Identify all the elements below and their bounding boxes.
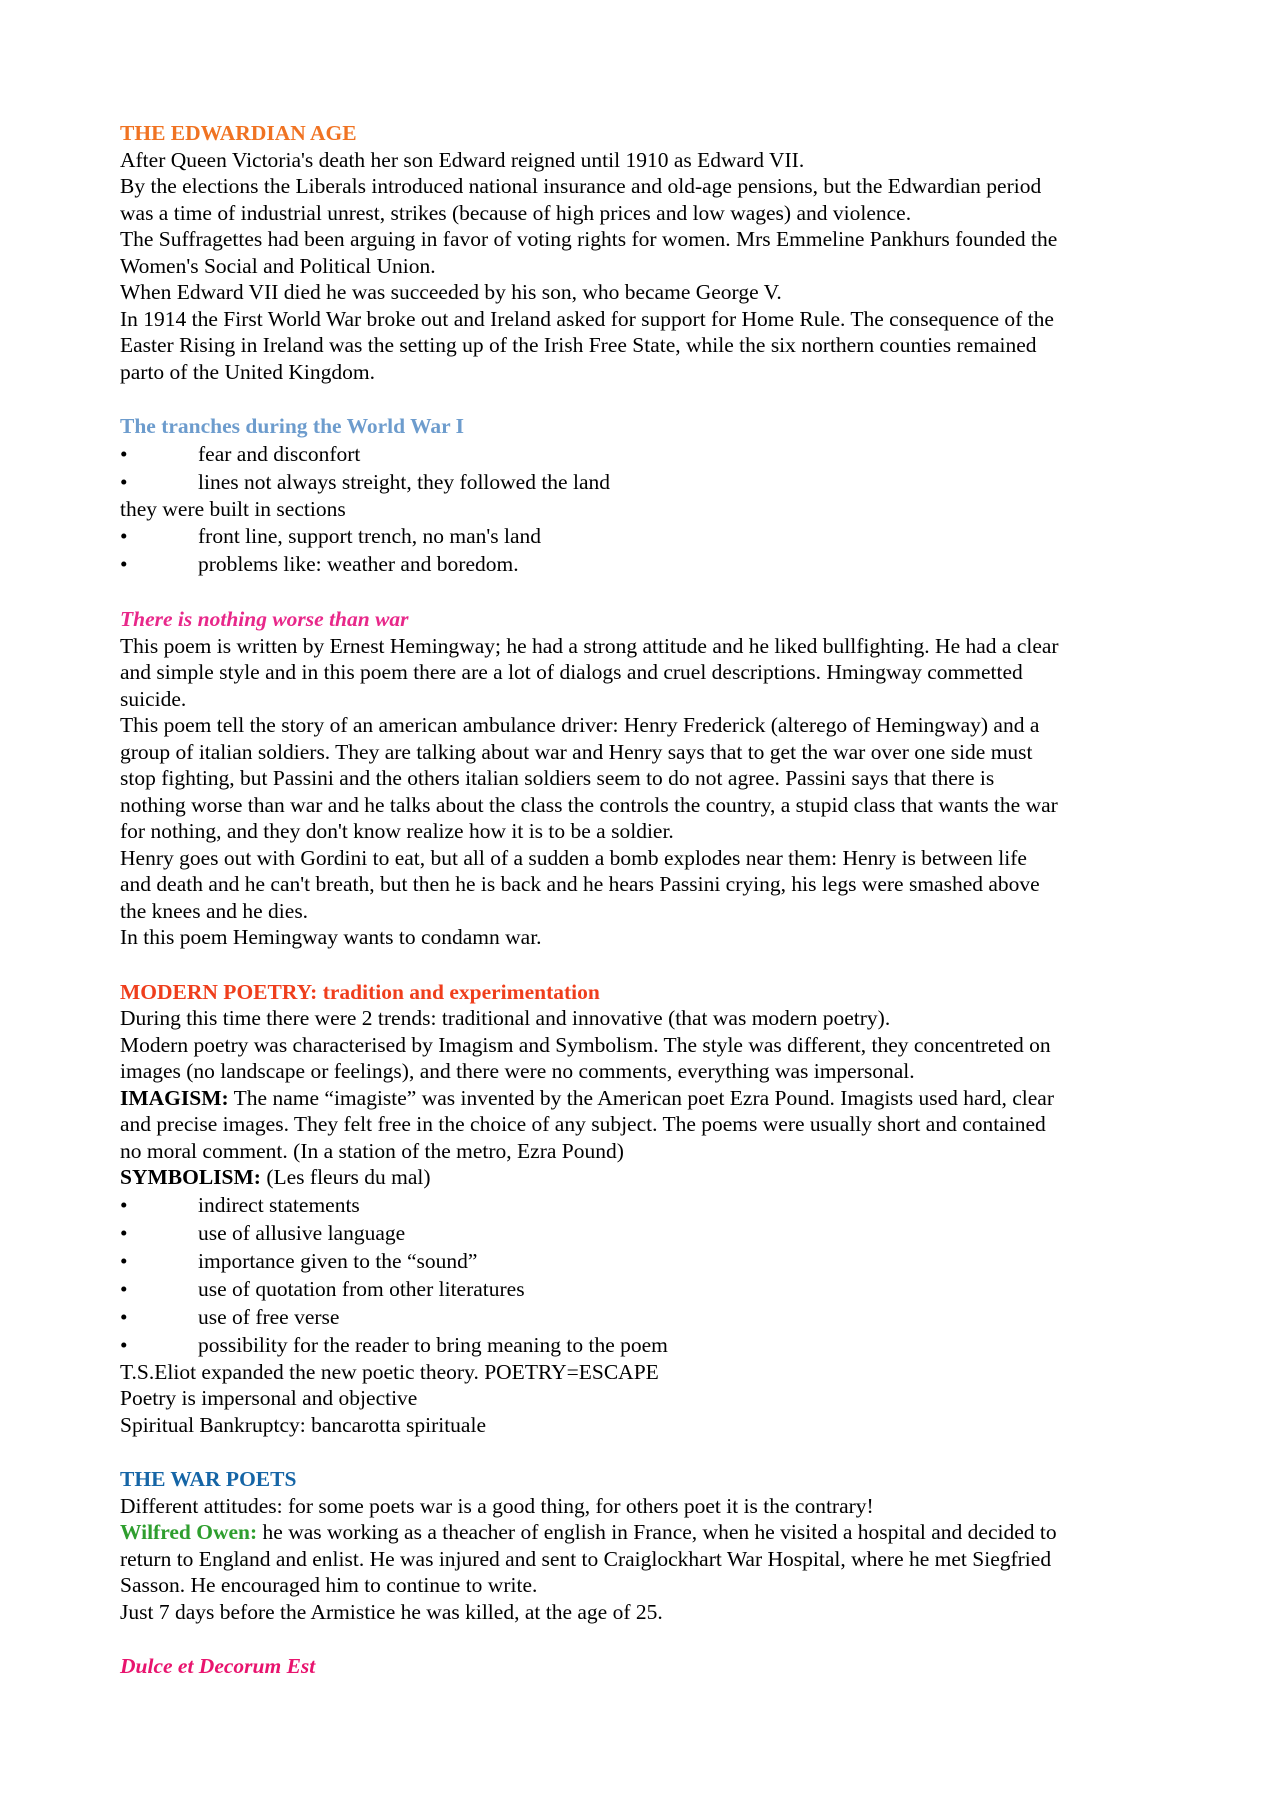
paragraph-line: After Queen Victoria's death her son Edward reigned until 1910 as Edward VII. xyxy=(120,147,805,172)
bullet-icon: • xyxy=(120,552,128,576)
paragraph-line: return to England and enlist. He was injured and sent to Craiglockhart War Hospital, where he met Siegfried xyxy=(120,1546,1052,1571)
paragraph-line: images (no landscape or feelings), and there were no comments, everything was impersonal. xyxy=(120,1059,915,1083)
list-item-text: lines not always streight, they followed the land xyxy=(198,469,610,494)
list-item xyxy=(120,1191,1160,1219)
paragraph-line: they were built in sections xyxy=(120,496,346,521)
paragraph-line: Just 7 days before the Armistice he was killed, at the age of 25. xyxy=(120,1599,663,1624)
paragraph-line: In this poem Hemingway wants to condamn war. xyxy=(120,925,542,949)
paragraph-line: stop fighting, but Passini and the others italian soldiers seem to do not agree. Passini says that there is xyxy=(120,766,995,790)
bullet-icon: • xyxy=(120,441,128,466)
paragraph-line: suicide. xyxy=(120,686,187,711)
list-item xyxy=(120,440,1160,468)
list-item-text: possibility for the reader to bring meaning to the poem xyxy=(198,1332,668,1357)
list-item xyxy=(120,522,1160,550)
paragraph-line: Sasson. He encouraged him to continue to write. xyxy=(120,1573,538,1597)
paragraph-line: Easter Rising in Ireland was the setting up of the Irish Free State, while the six northern counties remained xyxy=(120,333,1037,357)
imagism-label: IMAGISM: xyxy=(120,1085,229,1110)
paragraph-line: Henry goes out with Gordini to eat, but all of a sudden a bomb explodes near them: Henry is between life xyxy=(120,845,1027,870)
list-item xyxy=(120,1247,1160,1275)
section-nothing-worse-body xyxy=(120,633,1160,951)
list-item-text: indirect statements xyxy=(198,1192,360,1217)
paragraph-line: The Suffragettes had been arguing in favor of voting rights for women. Mrs Emmeline Pankhurs founded the xyxy=(120,227,1058,251)
list-item xyxy=(120,468,1160,496)
list-item-text: fear and disconfort xyxy=(198,441,361,466)
list-item-text: use of free verse xyxy=(198,1304,340,1329)
list-item-text: problems like: weather and boredom. xyxy=(198,552,519,576)
imagism-text: The name “imagiste” was invented by the American poet Ezra Pound. Imagists used hard, clear xyxy=(228,1085,1054,1110)
paragraph-line: parto of the United Kingdom. xyxy=(120,359,375,384)
paragraph-line: Poetry is impersonal and objective xyxy=(120,1386,418,1410)
paragraph-line: This poem tell the story of an american ambulance driver: Henry Frederick (alterego of Hemingway) and a xyxy=(120,713,1040,737)
bullet-icon: • xyxy=(120,1248,128,1273)
section-title-edwardian-age: THE EDWARDIAN AGE xyxy=(120,121,357,145)
bullet-icon: • xyxy=(120,1276,128,1301)
bullet-icon: • xyxy=(120,1304,128,1329)
symbolism-label: SYMBOLISM: xyxy=(120,1165,261,1189)
section-title-modern-poetry: MODERN POETRY: tradition and experimentation xyxy=(120,979,600,1004)
list-item xyxy=(120,1331,1160,1359)
paragraph-line: no moral comment. (In a station of the metro, Ezra Pound) xyxy=(120,1138,624,1163)
paragraph-line: When Edward VII died he was succeeded by his son, who became George V. xyxy=(120,280,782,304)
bullet-icon: • xyxy=(120,469,128,494)
list-item-text: use of allusive language xyxy=(198,1220,406,1245)
paragraph-line: T.S.Eliot expanded the new poetic theory. POETRY=ESCAPE xyxy=(120,1359,659,1384)
paragraph-line: This poem is written by Ernest Hemingway; he had a strong attitude and he liked bullfighting. He had a clear xyxy=(120,633,1059,658)
paragraph-line: group of italian soldiers. They are talking about war and Henry says that to get the war over one side must xyxy=(120,739,1033,764)
list-item-text: use of quotation from other literatures xyxy=(198,1276,525,1301)
symbolism-text: (Les fleurs du mal) xyxy=(260,1165,431,1189)
section-title-nothing-worse: There is nothing worse than war xyxy=(120,607,409,631)
paragraph-line: the knees and he dies. xyxy=(120,898,309,923)
paragraph-line: for nothing, and they don't know realize how it is to be a soldier. xyxy=(120,819,674,843)
paragraph-line: and death and he can't breath, but then he is back and he hears Passini crying, his legs were smashed above xyxy=(120,872,1040,896)
list-item-text: front line, support trench, no man's land xyxy=(198,524,542,548)
section-title-war-poets: THE WAR POETS xyxy=(120,1467,297,1491)
owen-paragraph xyxy=(120,1519,1160,1546)
list-item xyxy=(120,550,1160,578)
list-item-text: importance given to the “sound” xyxy=(198,1248,478,1273)
bullet-icon: • xyxy=(120,1332,128,1357)
paragraph-line: and precise images. They felt free in the choice of any subject. The poems were usually short and contained xyxy=(120,1112,1046,1136)
paragraph-line: and simple style and in this poem there are a lot of dialogs and cruel descriptions. Hmingway commetted xyxy=(120,660,1023,684)
list-item xyxy=(120,1303,1160,1331)
paragraph-line: Different attitudes: for some poets war is a good thing, for others poet it is the contrary! xyxy=(120,1493,874,1518)
paragraph-line: Women's Social and Political Union. xyxy=(120,253,436,278)
paragraph-line: During this time there were 2 trends: traditional and innovative (that was modern poetry). xyxy=(120,1006,891,1030)
section-edwardian-age-body xyxy=(120,147,1160,386)
list-item xyxy=(120,1275,1160,1303)
bullet-icon: • xyxy=(120,1192,128,1217)
owen-label: Wilfred Owen: xyxy=(120,1520,258,1544)
owen-text: he was working as a theacher of english in France, when he visited a hospital and decided to xyxy=(257,1520,1057,1544)
bullet-icon: • xyxy=(120,1220,128,1245)
list-item xyxy=(120,1219,1160,1247)
paragraph-line: was a time of industrial unrest, strikes (because of high prices and low wages) and violence. xyxy=(120,200,912,225)
paragraph-line: In 1914 the First World War broke out and Ireland asked for support for Home Rule. The consequence of the xyxy=(120,306,1054,331)
imagism-paragraph xyxy=(120,1085,1160,1112)
section-title-trenches: The tranches during the World War I xyxy=(120,414,465,438)
bullet-icon: • xyxy=(120,524,128,548)
paragraph-line: By the elections the Liberals introduced national insurance and old-age pensions, but the Edwardian period xyxy=(120,174,1042,198)
symbolism-paragraph xyxy=(120,1164,1160,1191)
paragraph-line: Spiritual Bankruptcy: bancarotta spirituale xyxy=(120,1412,486,1437)
section-title-dulce: Dulce et Decorum Est xyxy=(120,1654,316,1678)
paragraph-line: Modern poetry was characterised by Imagism and Symbolism. The style was different, they concentreted on xyxy=(120,1032,1051,1057)
paragraph-line: nothing worse than war and he talks about the class the controls the country, a stupid class that wants the war xyxy=(120,792,1058,817)
